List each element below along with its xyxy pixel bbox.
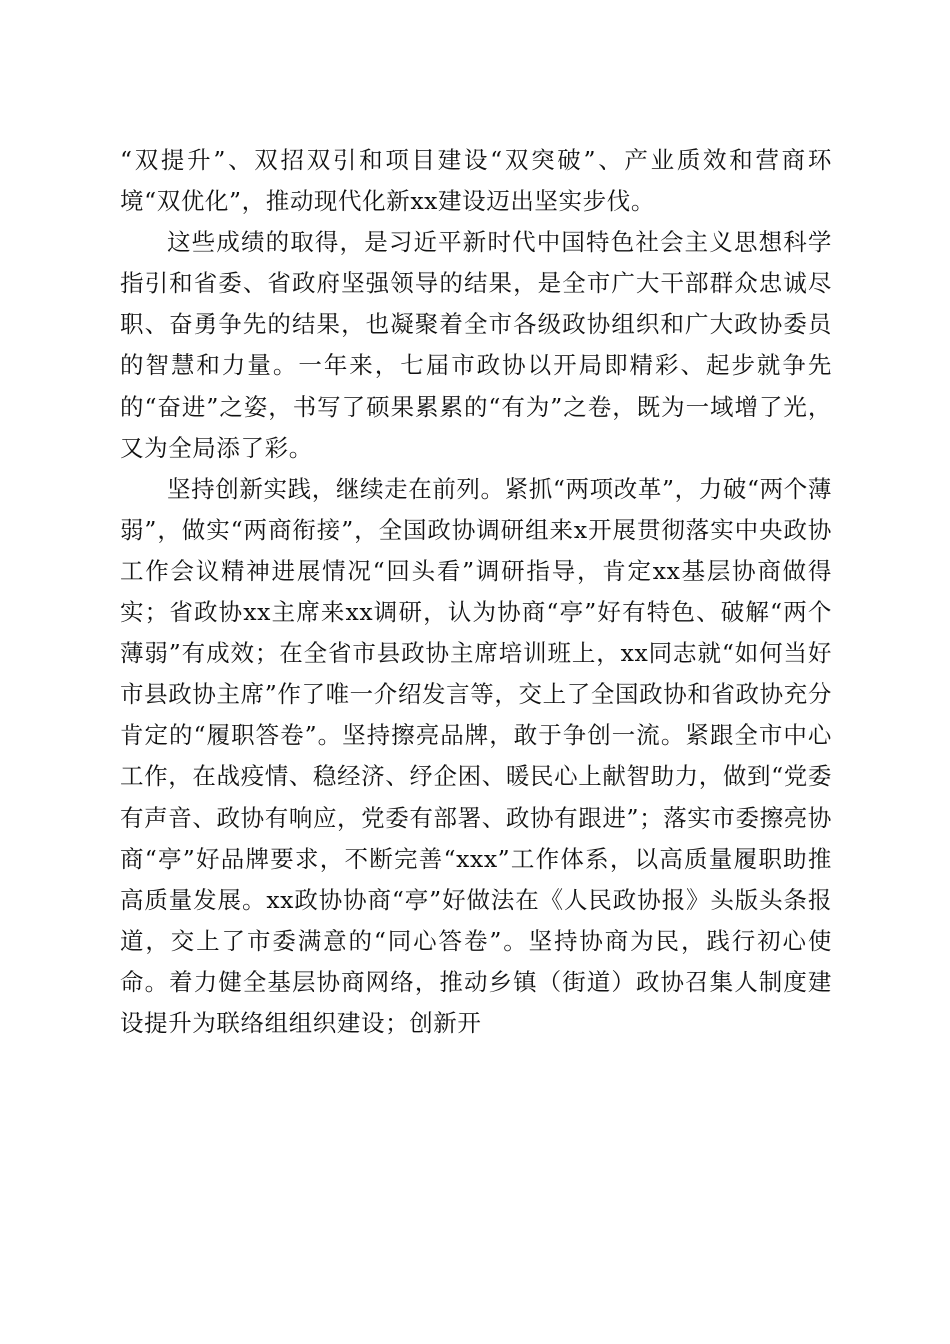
paragraph-continued: “双提升”、双招双引和项目建设“双突破”、产业质效和营商环境“双优化”，推动现代化新xx建设迈出坚实步伐。 <box>120 146 832 216</box>
document-body <box>120 140 832 1044</box>
paragraph-achievements: 这些成绩的取得，是习近平新时代中国特色社会主义思想科学指引和省委、省政府坚强领导的结果，是全市广大干部群众忠诚尽职、奋勇争先的结果，也凝聚着全市各级政协组织和广大政协委员的智慧和力量。一年来，七届市政协以开局即精彩、起步就争先的“奋进”之姿，书写了硕果累累的“有为”之卷，既为一域增了光，又为全局添了彩。 <box>120 228 832 462</box>
paragraph-innovation-practice: 坚持创新实践，继续走在前列。紧抓“两项改革”，力破“两个薄弱”，做实“两商衔接”，全国政协调研组来x开展贯彻落实中央政协工作会议精神进展情况“回头看”调研指导，肯定xx基层协商做得实；省政协xx主席来xx调研，认为协商“亭”好有特色、破解“两个薄弱”有成效；在全省市县政协主席培训班上，xx同志就“如何当好市县政协主席”作了唯一介绍发言等，交上了全国政协和省政协充分肯定的“履职答卷”。坚持擦亮品牌，敢于争创一流。紧跟全市中心工作，在战疫情、稳经济、纾企困、暖民心上献智助力，做到“党委有声音、政协有响应，党委有部署、政协有跟进”；落实市委擦亮协商“亭”好品牌要求，不断完善“xxx”工作体系，以高质量履职助推高质量发展。xx政协协商“亭”好做法在《人民政协报》头版头条报道，交上了市委满意的“同心答卷”。坚持协商为民，践行初心使命。着力健全基层协商网络，推动乡镇（街道）政协召集人制度建设提升为联络组组织建设；创新开 <box>120 474 832 1037</box>
